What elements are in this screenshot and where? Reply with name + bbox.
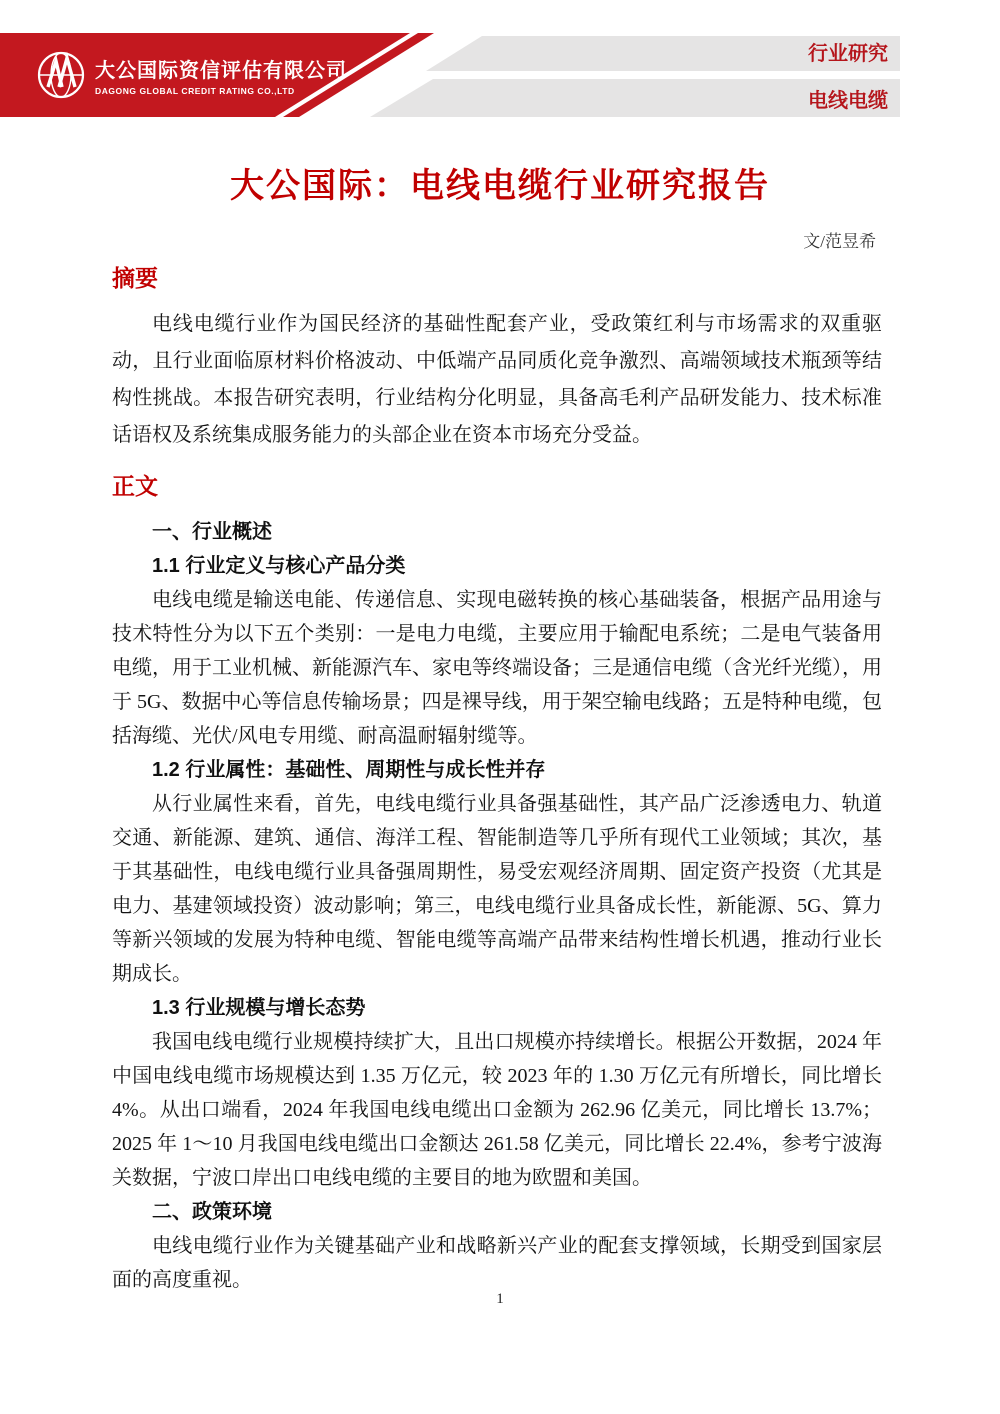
section-heading: 二、政策环境 — [152, 1201, 272, 1223]
section-paragraph: 电线电缆行业作为关键基础产业和战略新兴产业的配套支撑领域，长期受到国家层面的高度重视。 — [112, 1235, 882, 1291]
section-heading: 1.1 行业定义与核心产品分类 — [152, 555, 406, 577]
section-paragraph: 我国电线电缆行业规模持续扩大，且出口规模亦持续增长。根据公开数据，2024 年中国电线电缆市场规模达到 1.35 万亿元，较 2023 年的 1.30 万亿元有所增长，同比增长 4%。从出口端看，2024 年我国电线电缆出口金额为 262.96 亿美元，同比增长 13.7%；2025 年 1～10 月我国电线电缆出口金额达 261.58 亿美元，同比增长 22.4%，参考宁波海关数据，宁波口岸出口电线电缆的主要目的地为欧盟和美国。 — [112, 1031, 882, 1189]
abstract-heading: 摘要 — [112, 265, 158, 291]
author-byline: 文/范昱希 — [803, 232, 876, 251]
company-names — [95, 59, 347, 97]
main-flow — [112, 515, 882, 1297]
company-name-cn: 大公国际资信评估有限公司 — [95, 59, 347, 82]
main-body-heading: 正文 — [112, 473, 158, 499]
dagong-globe-logo-icon — [36, 50, 86, 105]
abstract-paragraph: 电线电缆行业作为国民经济的基础性配套产业，受政策红利与市场需求的双重驱动，且行业面临原材料价格波动、中低端产品同质化竞争激烈、高端领域技术瓶颈等结构性挑战。本报告研究表明，行业结构分化明显，具备高毛利产品研发能力、技术标准话语权及系统集成服务能力的头部企业在资本市场充分受益。 — [112, 313, 882, 446]
page-header — [0, 0, 1000, 140]
section-heading: 1.3 行业规模与增长态势 — [152, 997, 366, 1019]
section-paragraph: 从行业属性来看，首先，电线电缆行业具备强基础性，其产品广泛渗透电力、轨道交通、新能源、建筑、通信、海洋工程、智能制造等几乎所有现代工业领域；其次，基于其基础性，电线电缆行业具备强周期性，易受宏观经济周期、固定资产投资（尤其是电力、基建领域投资）波动影响；第三，电线电缆行业具备成长性，新能源、5G、算力等新兴领域的发展为特种电缆、智能电缆等高端产品带来结构性增长机遇，推动行业长期成长。 — [112, 793, 882, 985]
header-tag-industry-research: 行业研究 — [808, 43, 888, 65]
report-title: 大公国际：电线电缆行业研究报告 — [230, 167, 770, 205]
section-paragraph: 电线电缆是输送电能、传递信息、实现电磁转换的核心基础装备，根据产品用途与技术特性分为以下五个类别：一是电力电缆，主要应用于输配电系统；二是电气装备用电缆，用于工业机械、新能源汽车、家电等终端设备；三是通信电缆（含光纤光缆），用于 5G、数据中心等信息传输场景；四是裸导线，用于架空输电线路；五是特种电缆，包括海缆、光伏/风电专用缆、耐高温耐辐射缆等。 — [112, 589, 882, 747]
section-heading: 1.2 行业属性：基础性、周期性与成长性并存 — [152, 759, 546, 781]
page-number: 1 — [496, 1291, 504, 1307]
company-name-en: DAGONG GLOBAL CREDIT RATING CO.,LTD — [95, 85, 295, 96]
section-heading: 一、行业概述 — [152, 521, 272, 543]
company-logo — [36, 50, 347, 105]
header-tag-wire-cable: 电线电缆 — [808, 90, 888, 112]
